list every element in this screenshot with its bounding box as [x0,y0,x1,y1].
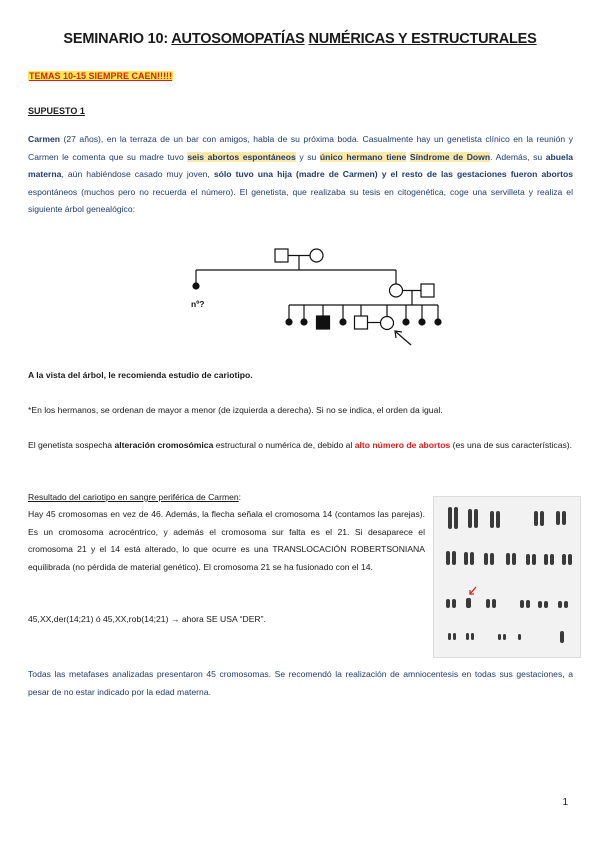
recommendation: A la vista del árbol, le recomienda estudio de cariotipo. [28,370,253,380]
result-body: Hay 45 cromosomas en vez de 46. Además, la flecha señala el cromosoma 14 (contamos las parejas). Es un cromosoma acrocéntrico, y además el cromosoma sur falta es el 21. Si desaparece el cromosoma 21 y el 14 está alterado, lo que ocurre es una TRANSLOCACIÓN ROBERTSONIANA equilibrada (no pérdida de material genético). El cromosoma 21 se ha fusionado con el 14. [28,509,425,572]
mother-circle [390,284,403,297]
abortion-dot [286,319,292,325]
page-number: 1 [562,797,568,808]
grandmother-circle [310,249,323,262]
carmen-circle [381,317,394,330]
proband-arrow-icon [395,331,411,345]
karyotype-chromosomes [434,497,580,657]
partner-square [355,316,368,329]
karyotype-arrow-icon [470,587,476,594]
father-square [421,284,434,297]
intro-paragraph: Carmen (27 años), en la terraza de un bar con amigos, habla de su próxima boda. Casualmente hay un genetista clínico en la reunión y Carmen le comenta que su madre tuvo seis abortos espontáneos y su único hermano tiene Síndrome de Down. Además, su abuela materna, aún habiéndose casado muy joven, sólo tuvo una hija (madre de Carmen) y el resto de las gestaciones fueron abortos espontáneos (muchos pero no recuerda el número). El genetista, que realizaba su tesis en citogenética, coge una servilleta y realiza el siguiente árbol genealógico: [28,134,574,215]
pedigree-count-label: nº? [191,299,205,309]
affected-brother-square [317,316,330,329]
page-title: SEMINARIO 10: AUTOSOMOPATÍAS NUMÉRICAS Y ESTRUCTURALES [63,31,537,47]
siblings-note: *En los hermanos, se ordenan de mayor a menor (de izquierda a derecha). Si no se indica, el orden da igual. [28,405,443,415]
grandfather-square [275,249,288,262]
abortion-dot [301,319,307,325]
final-paragraph: Todas las metafases analizadas presentaron 45 cromosomas. Se recomendó la realización de amniocentesis en todas sus gestaciones, a pesar de no estar indicado por la edad materna. [28,669,573,697]
karyotype-image [433,496,581,658]
abortion-dot [340,319,346,325]
abortion-dot [419,319,425,325]
abortion-dot [435,319,441,325]
karyotype-formula: 45,XX,der(14;21) ó 45,XX,rob(14;21) → ahora SE USA “DER”. [28,614,266,624]
abortion-dot [193,283,199,289]
warning-note: TEMAS 10-15 SIEMPRE CAEN!!!!! [29,71,173,81]
suspicion-paragraph: El genetista sospecha alteración cromosómica estructural o numérica de, debido al alto número de abortos (es una de sus características). [28,440,573,450]
section-heading: SUPUESTO 1 [28,106,85,116]
result-heading: Resultado del cariotipo en sangre periférica de Carmen: [28,492,242,502]
pedigree-tree [180,238,450,358]
abortion-dot [403,319,409,325]
